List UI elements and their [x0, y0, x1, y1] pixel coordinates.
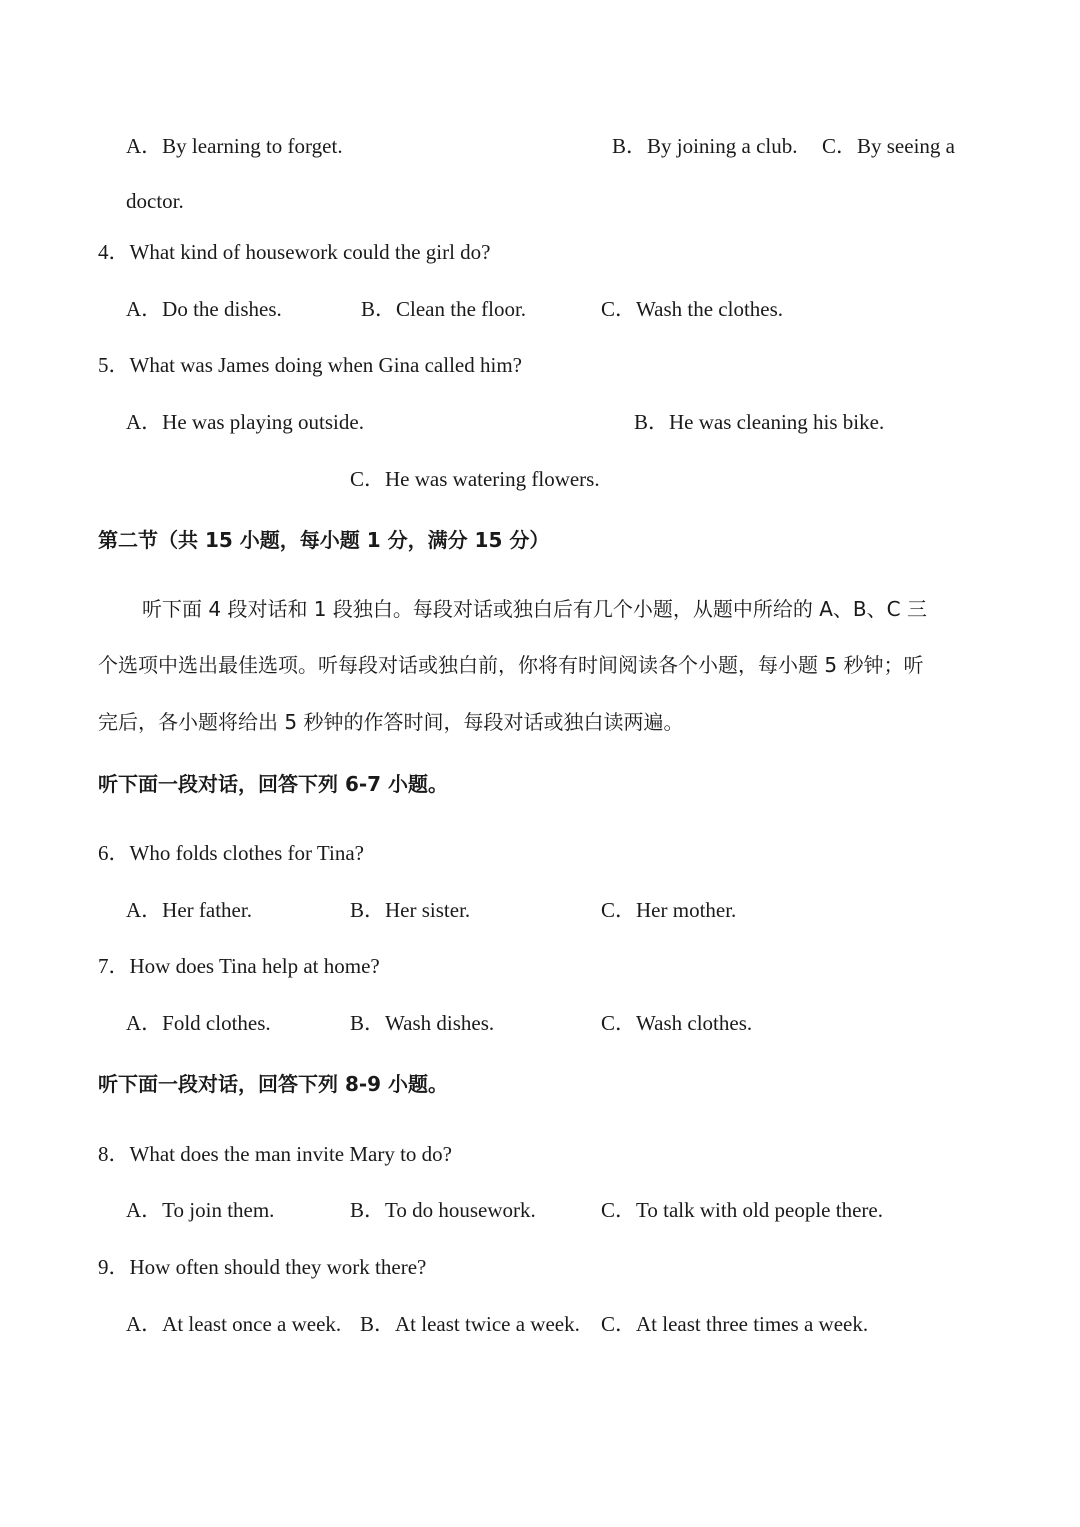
q7-option-c: C．Wash clothes. [601, 1011, 753, 1035]
q4-question: 4．What kind of housework could the girl do? [98, 240, 491, 264]
section2-instructions-line1: 听下面 4 段对话和 1 段独白。每段对话或独白后有几个小题，从题中所给的 A、B、C 三 [142, 597, 927, 621]
q7-option-a: A．Fold clothes. [126, 1011, 271, 1035]
q7-question: 7．How does Tina help at home? [98, 954, 380, 978]
q3-option-c: C．By seeing a [822, 134, 955, 158]
q9-question: 9．How often should they work there? [98, 1255, 427, 1279]
q5-option-a: A．He was playing outside. [126, 410, 364, 434]
dialog2-heading: 听下面一段对话，回答下列 8-9 小题。 [98, 1072, 449, 1096]
q9-option-b: B．At least twice a week. [360, 1312, 580, 1336]
q5-question: 5．What was James doing when Gina called him? [98, 353, 522, 377]
q3-option-b: B．By joining a club. [612, 134, 798, 158]
section2-instructions-line2: 个选项中选出最佳选项。听每段对话或独白前，你将有时间阅读各个小题，每小题 5 秒钟；听 [98, 653, 924, 677]
q6-option-a: A．Her father. [126, 898, 252, 922]
dialog1-heading: 听下面一段对话，回答下列 6-7 小题。 [98, 772, 449, 796]
q4-option-b: B．Clean the floor. [361, 297, 527, 321]
q9-option-a: A．At least once a week. [126, 1312, 342, 1336]
q3-option-a: A．By learning to forget. [126, 134, 343, 158]
q4-option-a: A．Do the dishes. [126, 297, 282, 321]
q8-option-b: B．To do housework. [350, 1198, 536, 1222]
q4-option-c: C．Wash the clothes. [601, 297, 784, 321]
q8-question: 8．What does the man invite Mary to do? [98, 1142, 452, 1166]
q5-option-b: B．He was cleaning his bike. [634, 410, 885, 434]
q9-option-c: C．At least three times a week. [601, 1312, 869, 1336]
q7-option-b: B．Wash dishes. [350, 1011, 495, 1035]
q6-option-c: C．Her mother. [601, 898, 737, 922]
section2-heading: 第二节（共 15 小题，每小题 1 分，满分 15 分） [98, 528, 550, 552]
q6-option-b: B．Her sister. [350, 898, 471, 922]
q5-option-c: C．He was watering flowers. [350, 467, 600, 491]
section2-instructions-line3: 完后，各小题将给出 5 秒钟的作答时间，每段对话或独白读两遍。 [98, 710, 684, 734]
q8-option-a: A．To join them. [126, 1198, 275, 1222]
q3-option-c-continued: doctor. [126, 189, 184, 213]
q8-option-c: C．To talk with old people there. [601, 1198, 883, 1222]
q6-question: 6．Who folds clothes for Tina? [98, 841, 364, 865]
